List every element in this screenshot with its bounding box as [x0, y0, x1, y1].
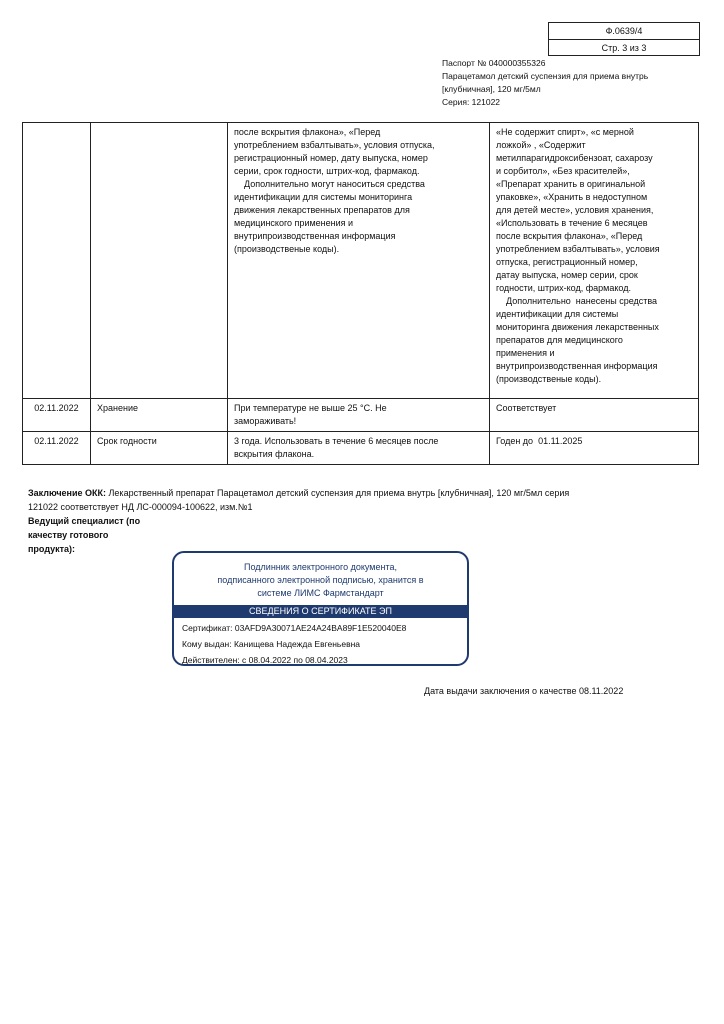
- requirement-cell: При температуре не выше 25 °С. Не замораживать!: [228, 399, 490, 432]
- parameter-cell: Хранение: [91, 399, 228, 432]
- specialist-label: Ведущий специалист (по качеству готового продукта):: [28, 516, 141, 554]
- table-row: [23, 432, 699, 465]
- stamp-certificate-header: СВЕДЕНИЯ О СЕРТИФИКАТЕ ЭП: [174, 605, 467, 618]
- passport-info: [442, 57, 702, 109]
- stamp-line-1: Подлинник электронного документа,: [244, 562, 397, 572]
- stamp-issued-to: Кому выдан: Канищева Надежда Евгеньевна: [182, 639, 361, 649]
- date-cell: 02.11.2022: [23, 432, 91, 465]
- result-cell: Соответствует: [490, 399, 699, 432]
- requirement-cell: 3 года. Использовать в течение 6 месяцев после вскрытия флакона.: [228, 432, 490, 465]
- series-number: Серия: 121022: [442, 97, 501, 107]
- test-results-table: [22, 122, 699, 465]
- passport-number: Паспорт № 040000355326: [442, 58, 546, 68]
- stamp-line-2: подписанного электронной подписью, хранится в: [217, 575, 424, 585]
- date-cell: [23, 123, 91, 399]
- result-cell: «Не содержит спирт», «с мерной ложкой» , «Содержит метилпарагидроксибензоат, сахарозу и сорбитол», «Без красителей», «Препарат хранить в оригинальной упаковке», «Хранить в недоступном для детей месте», условия хранения, «Использовать в течение 6 месяцев после вскрытия флакона», «Перед употреблением взбалтывать», условия отпуска, регистрационный номер, датау выпуска, номер серии, срок годности, штрих-код, фармакод. Дополнительно нанесены средства идентификации для системы мониторинга движения лекарственных препаратов для медицинского применения и внутрипроизводственная информация (производственые коды).: [490, 123, 699, 399]
- result-cell: Годен до 01.11.2025: [490, 432, 699, 465]
- product-name: Парацетамол детский суспензия для приема внутрь: [442, 71, 649, 81]
- stamp-certificate-id: Сертификат: 03AFD9A30071AE24A24BA89F1E520040E8: [182, 623, 407, 633]
- stamp-line-3: системе ЛИМС Фармстандарт: [257, 588, 384, 598]
- requirement-cell: после вскрытия флакона», «Перед употреблением взбалтывать», условия отпуска, регистрационный номер, дату выпуска, номер серии, срок годности, штрих-код, фармакод. Дополнительно могут наноситься средства идентификации для системы мониторинга движения лекарственных препаратов для медицинского применения и внутрипроизводственная информация (производственые коды).: [228, 123, 490, 399]
- conclusion: [28, 486, 588, 514]
- parameter-cell: Срок годности: [91, 432, 228, 465]
- form-code: Ф.0639/4: [549, 23, 699, 40]
- conclusion-label: Заключение ОКК:: [28, 488, 107, 498]
- parameter-cell: [91, 123, 228, 399]
- product-variant: [клубничная], 120 мг/5мл: [442, 84, 541, 94]
- page-number: Стр. 3 из 3: [601, 43, 647, 53]
- conclusion-text-continued: 121022 соответствует НД ЛС-000094-100622, изм.№1: [28, 502, 253, 512]
- electronic-signature-stamp: [172, 551, 469, 666]
- issue-date: Дата выдачи заключения о качестве 08.11.2022: [424, 686, 624, 696]
- date-cell: 02.11.2022: [23, 399, 91, 432]
- table-row: [23, 123, 699, 399]
- table-row: [23, 399, 699, 432]
- form-code-box: [548, 22, 700, 56]
- stamp-validity: Действителен: с 08.04.2022 по 08.04.2023: [182, 655, 348, 665]
- conclusion-text: Лекарственный препарат Парацетамол детский суспензия для приема внутрь [клубничная], 120 мг/5мл серия: [106, 488, 570, 498]
